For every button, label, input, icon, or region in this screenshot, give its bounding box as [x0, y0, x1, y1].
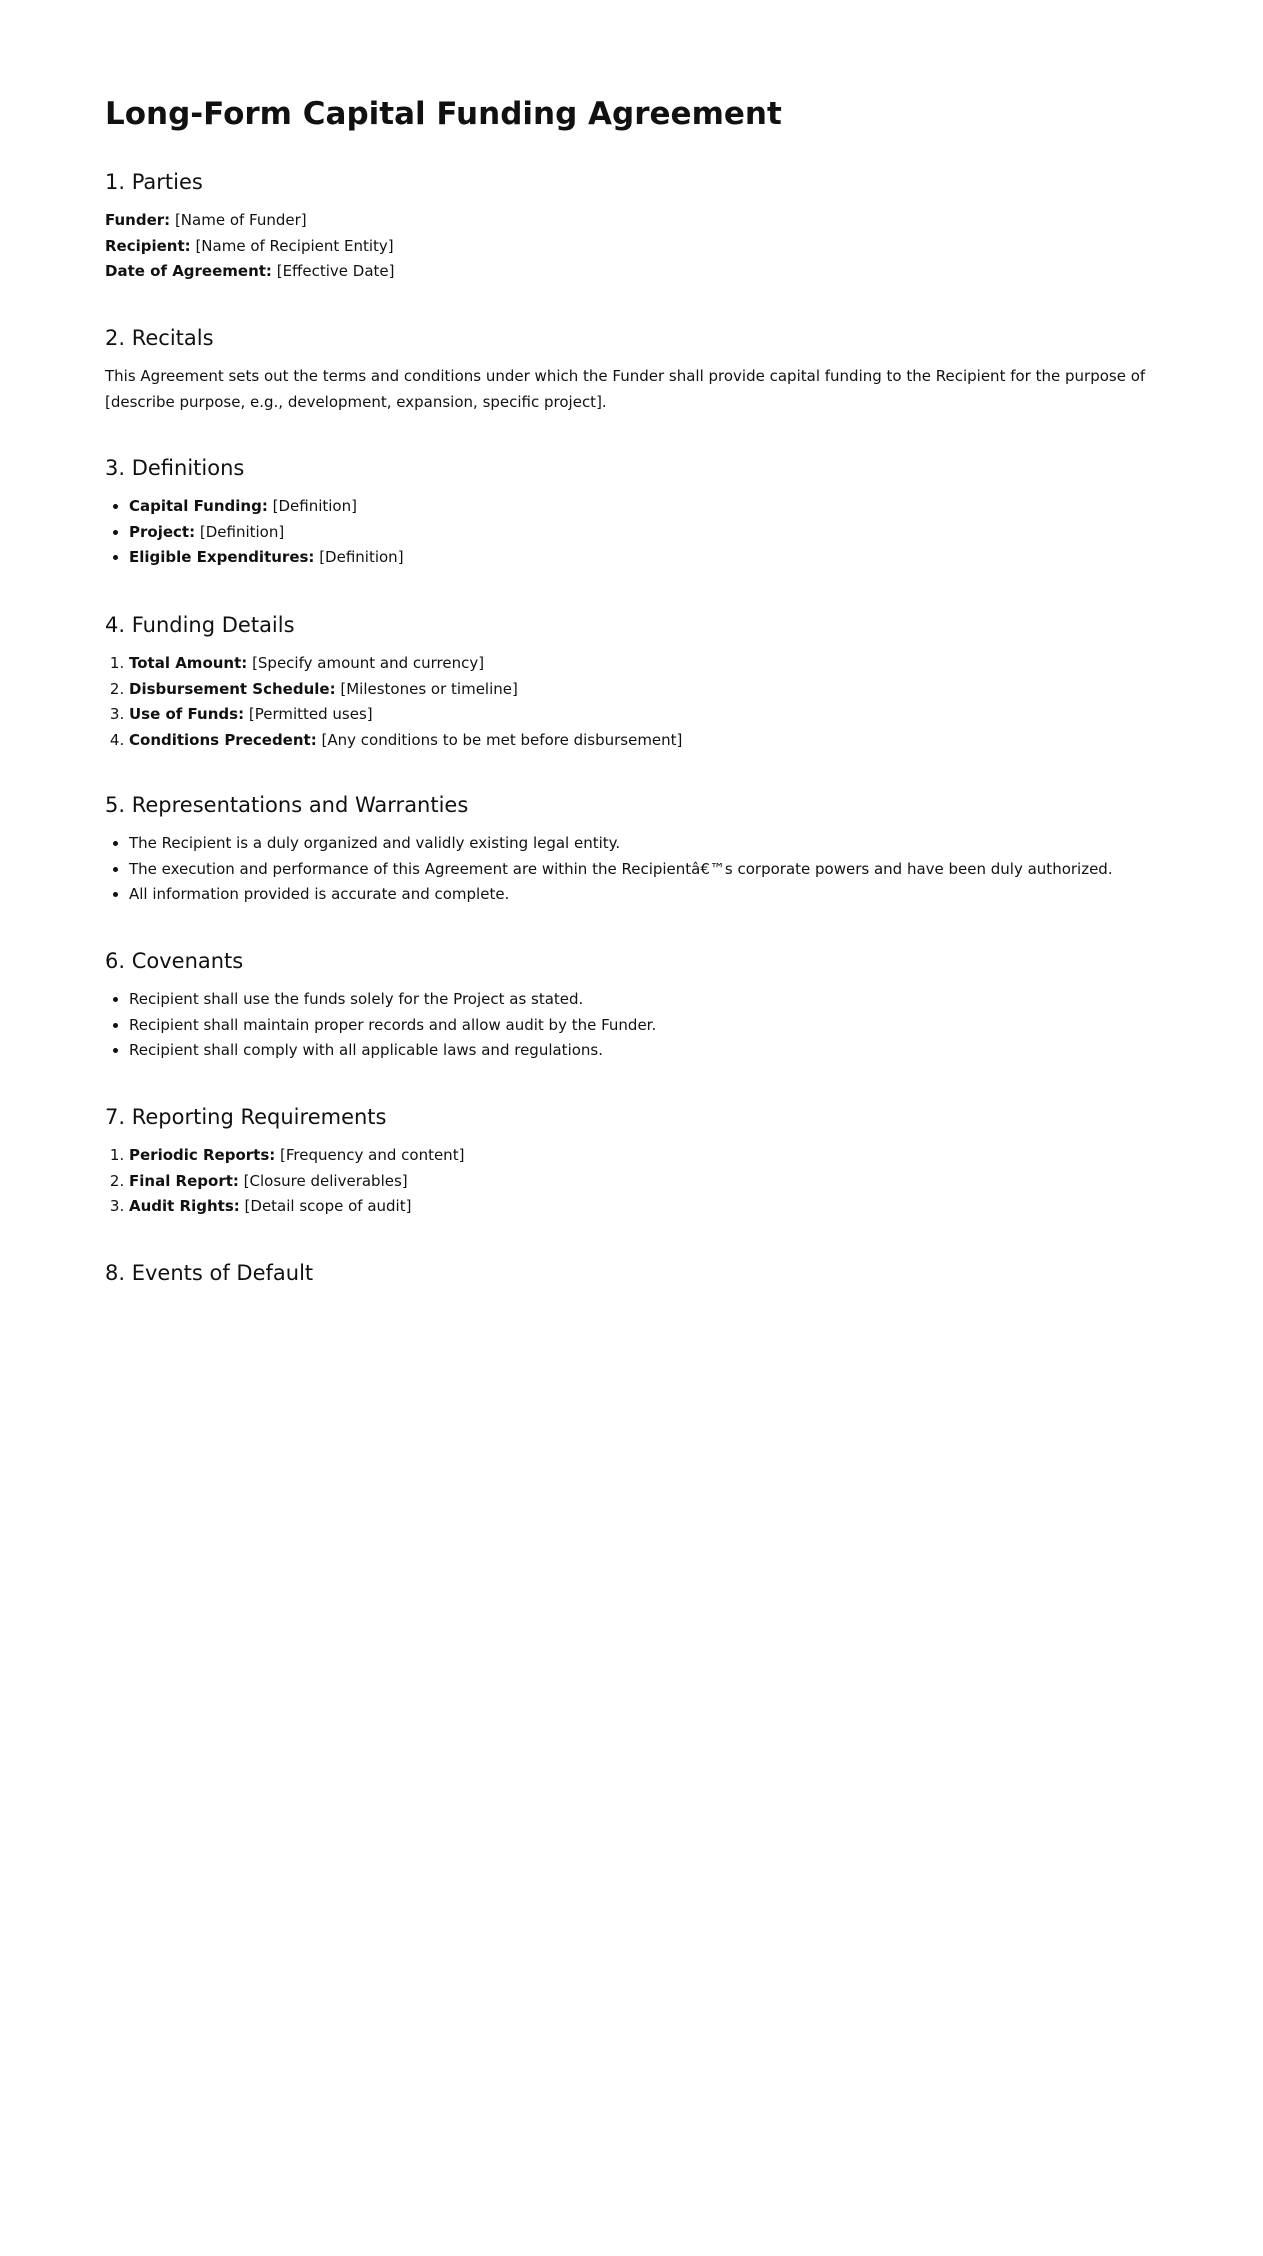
list-item [129, 1194, 1165, 1220]
section-heading-funding: 4. Funding Details [105, 613, 295, 637]
section-heading-representations: 5. Representations and Warranties [105, 793, 469, 817]
representations-list [105, 831, 1165, 908]
term-value: [Detail scope of audit] [244, 1197, 412, 1215]
reporting-list [105, 1143, 1165, 1220]
list-item [129, 677, 1165, 703]
term-value: [Definition] [272, 497, 357, 515]
section-definitions [105, 454, 1165, 571]
section-funding-details [105, 611, 1165, 753]
section-heading-parties: 1. Parties [105, 170, 203, 194]
list-item [129, 702, 1165, 728]
field-value: [Name of Recipient Entity] [195, 236, 394, 255]
term-value: [Milestones or timeline] [340, 679, 518, 698]
section-reporting [105, 1103, 1165, 1220]
list-item [129, 545, 1165, 571]
section-heading-recitals: 2. Recitals [105, 326, 214, 350]
section-events-of-default [105, 1259, 1165, 1287]
term-value: [Definition] [319, 548, 404, 566]
section-heading-reporting: 7. Reporting Requirements [105, 1105, 387, 1129]
list-item: • All information provided is accurate and complete. [129, 882, 1165, 908]
covenants-list [105, 987, 1165, 1064]
term-value: [Permitted uses] [248, 705, 373, 723]
list-item [129, 520, 1165, 546]
term-label: Total Amount: [129, 654, 248, 672]
parties-list [105, 208, 1165, 285]
term-label: Audit Rights: [129, 1197, 240, 1215]
term-label: Final Report: [129, 1171, 239, 1190]
term-label: Periodic Reports: [129, 1146, 276, 1164]
field-label: Recipient: [105, 236, 191, 255]
term-value: [Frequency and content] [280, 1146, 465, 1164]
field-value: [Effective Date] [276, 262, 395, 280]
list-item: • Recipient shall maintain proper records and allow audit by the Funder. [129, 1013, 1165, 1039]
term-label: Disbursement Schedule: [129, 679, 336, 698]
funding-list [105, 651, 1165, 753]
term-label: Capital Funding: [129, 497, 268, 515]
list-item: • The execution and performance of this Agreement are within the Recipientâ€™s corporate powers and have been duly authorized. [129, 857, 1165, 883]
term-value: [Specify amount and currency] [252, 654, 485, 672]
party-funder [105, 208, 1165, 234]
section-heading-default: 8. Events of Default [105, 1261, 314, 1285]
term-value: [Closure deliverables] [243, 1171, 408, 1190]
list-item: • The Recipient is a duly organized and validly existing legal entity. [129, 831, 1165, 857]
list-item [129, 651, 1165, 677]
page-title: Long-Form Capital Funding Agreement [105, 96, 782, 132]
section-heading-definitions: 3. Definitions [105, 456, 245, 480]
term-value: [Definition] [199, 522, 285, 541]
section-heading-covenants: 6. Covenants [105, 949, 244, 973]
party-date [105, 259, 1165, 285]
section-recitals [105, 324, 1165, 415]
list-item [129, 1143, 1165, 1169]
party-recipient [105, 234, 1165, 260]
term-label: Project: [129, 522, 196, 541]
recitals-text: This Agreement sets out the terms and conditions under which the Funder shall provide capital funding to the Recipient for the purpose of [describe purpose, e.g., development, expansion, specific project]. [105, 367, 1146, 411]
field-label: Funder: [105, 211, 171, 229]
section-parties [105, 168, 1165, 285]
term-label: Conditions Precedent: [129, 730, 317, 749]
term-value: [Any conditions to be met before disbursement] [321, 730, 683, 749]
term-label: Use of Funds: [129, 705, 245, 723]
section-representations [105, 791, 1165, 908]
list-item [129, 494, 1165, 520]
list-item: • Recipient shall comply with all applicable laws and regulations. [129, 1038, 1165, 1064]
section-covenants [105, 947, 1165, 1064]
definitions-list [105, 494, 1165, 571]
list-item: • Recipient shall use the funds solely for the Project as stated. [129, 987, 1165, 1013]
field-label: Date of Agreement: [105, 262, 272, 280]
list-item [129, 728, 1165, 754]
list-item [129, 1169, 1165, 1195]
field-value: [Name of Funder] [174, 211, 307, 229]
term-label: Eligible Expenditures: [129, 548, 315, 566]
